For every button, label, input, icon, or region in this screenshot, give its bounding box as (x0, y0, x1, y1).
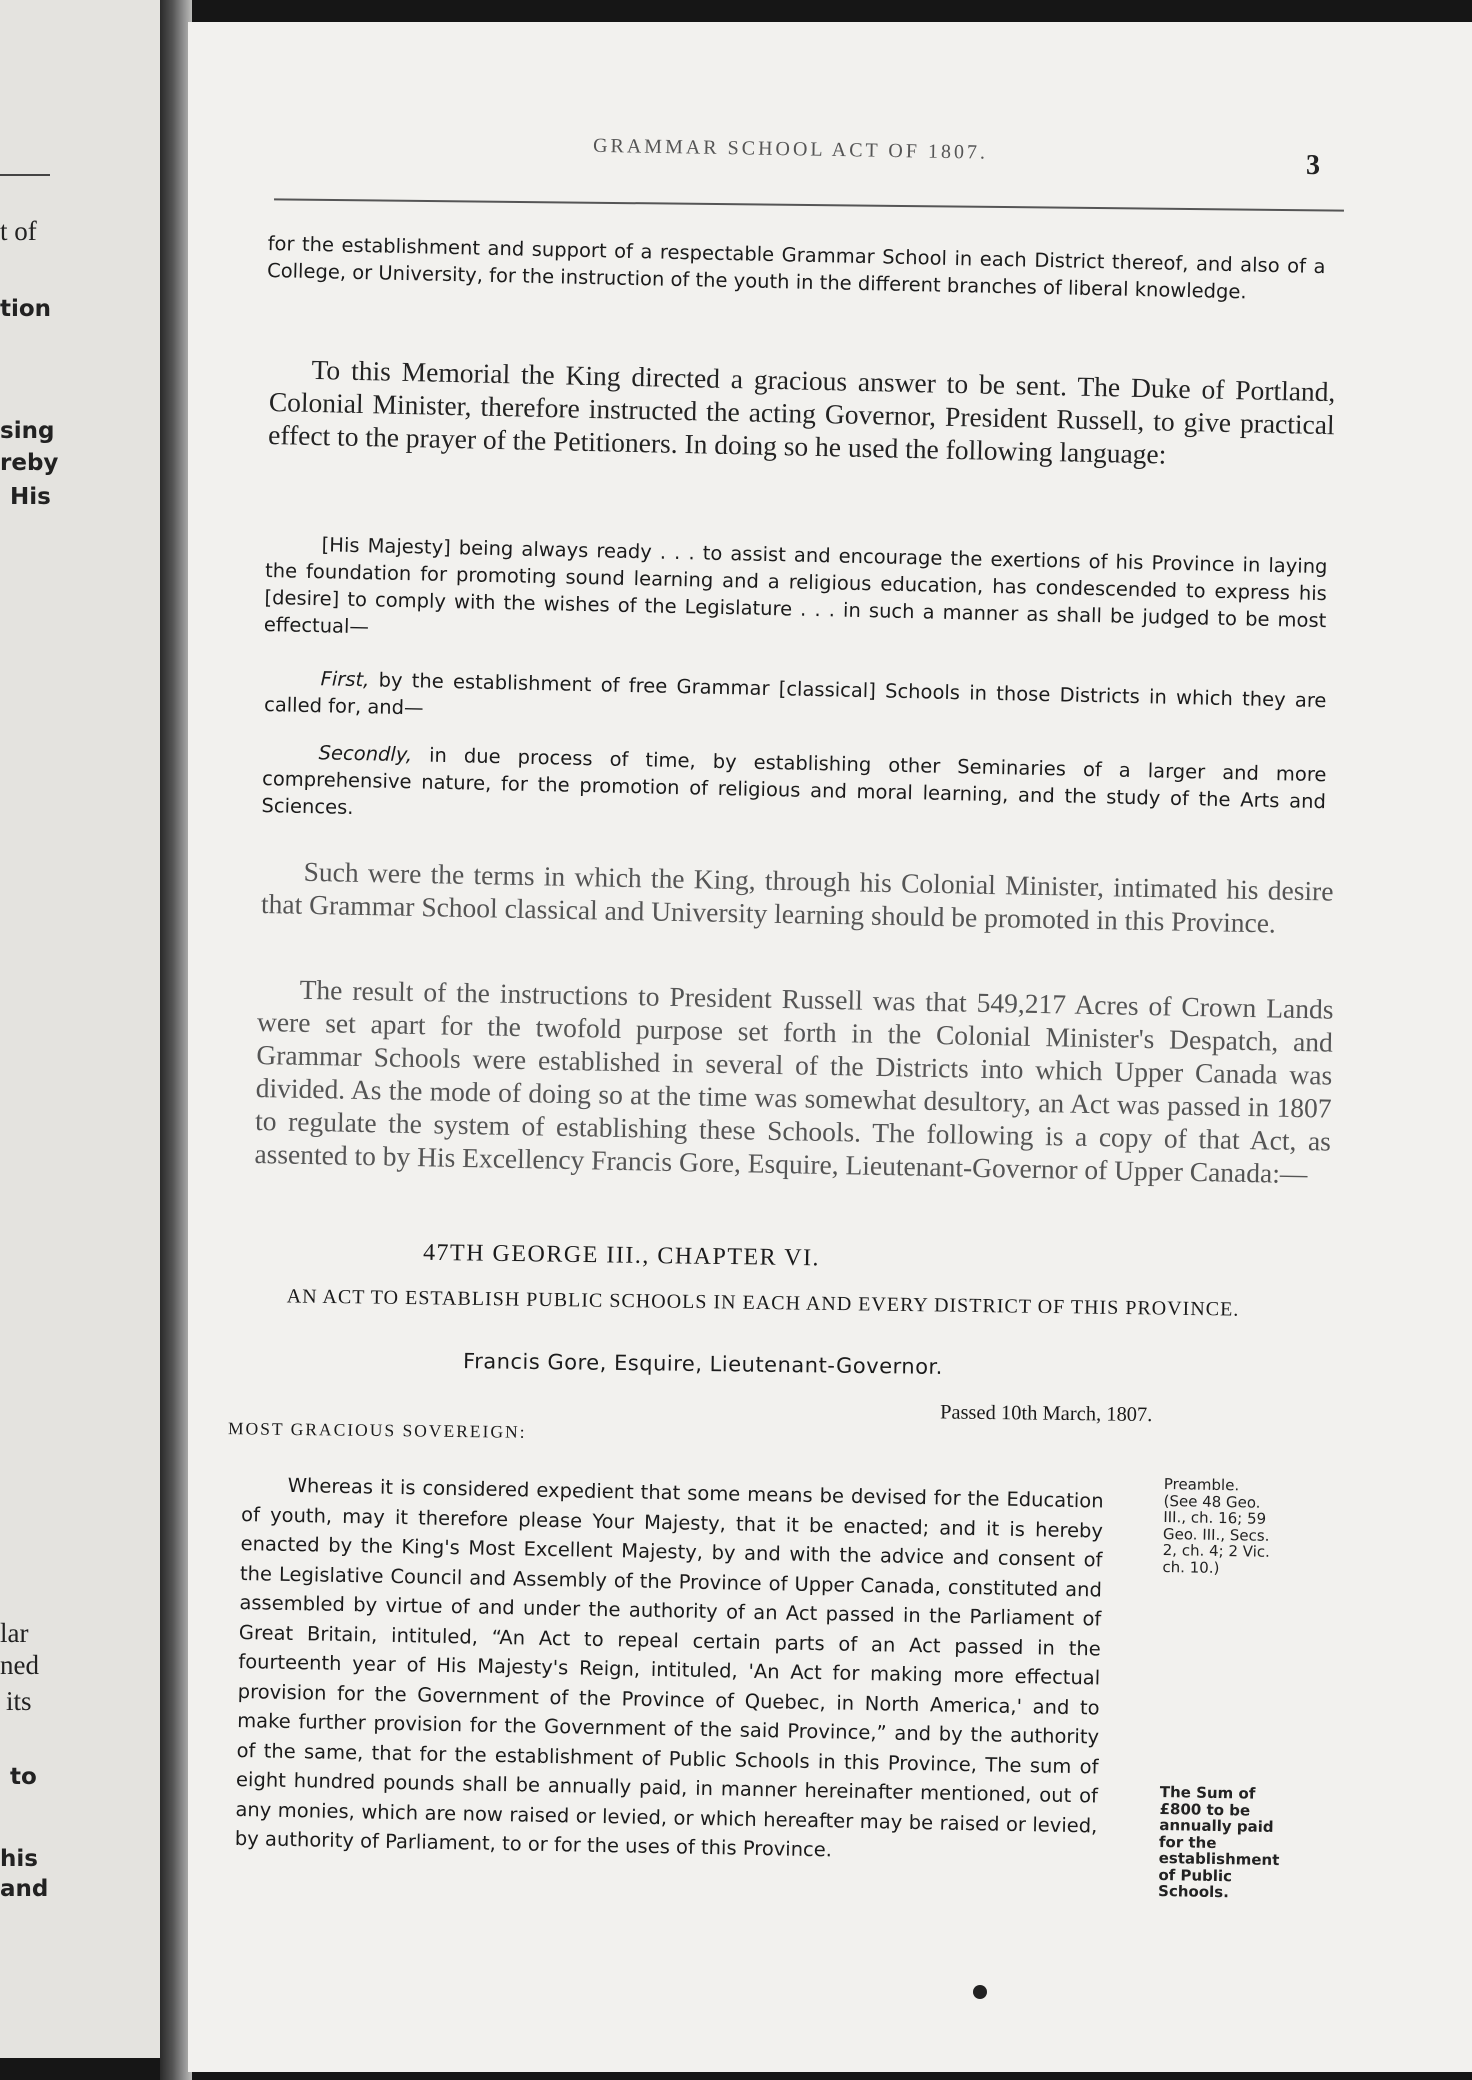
petition-continuation: for the establishment and support of a respectable Grammar School in each District thereof, and also of a College, or University, for the instruction of the youth in the different branches of liberal knowledge. (266, 231, 1326, 304)
previous-page-fragment: to (10, 1764, 37, 1790)
quote-lead-first: First, (320, 667, 370, 692)
previous-page-rule (0, 174, 50, 176)
previous-page-fragment: ned (0, 1650, 39, 1680)
memorial-paragraph: To this Memorial the King directed a gracious answer to be sent. The Duke of Portland, Colonial Minister, therefore instructed the acting Governor, President Russell, to give practical effect to the prayer of the Petitioners. In doing so he used the following language: (267, 353, 1336, 470)
act-chapter-heading: 47TH GEORGE III., CHAPTER VI. (422, 1239, 821, 1272)
act-enacting-text: Whereas it is considered expedient that some means be devised for the Education of youth, may it therefore please Your Majesty, that it be enacted; and it is hereby enacted by the King's Most Excellent Majesty, by and with the advice and consent of the Legislative Council and Assembly of the Province of Upper Canada, constituted and assembled by virtue of and under the authority of an Act passed in the Parliament of Great Britain, intituled, “An Act to repeal certain parts of an Act passed in the fourteenth year of His Majesty's Reign, intituled, 'An Act for making more effectual provision for the Government of the Province of Quebec, in North America,' and to make further provision for the Government of the said Province,” and by the authority of the same, that for the establishment of Public Schools in this Province, The sum of eight hundred pounds shall be annually paid, in manner hereinafter mentioned, out of any monies, which are now raised or levied, or which hereafter may be raised or levied, by authority of Parliament, to or for the uses of this Province. (234, 1473, 1104, 1862)
previous-page-fragment: and (0, 1876, 49, 1902)
previous-page-fragment: its (6, 1686, 32, 1716)
previous-page-fragment: sing (0, 418, 55, 444)
previous-page-fragment: t of (0, 216, 37, 246)
margin-note-preamble-reference: (See 48 Geo. III., ch. 16; 59 Geo. III., Secs. 2, ch. 4; 2 Vic. ch. 10.) (1162, 1491, 1271, 1577)
act-passed-date: Passed 10th March, 1807. (939, 1401, 1153, 1427)
terms-paragraph: Such were the terms in which the King, through his Colonial Minister, intimated his desire that Grammar School classical and University learning should be promoted in this Province. (260, 855, 1334, 939)
margin-note-preamble (1162, 1476, 1276, 1577)
margin-note-preamble-title: Preamble. (1163, 1475, 1240, 1495)
ink-smudge (973, 1985, 987, 1999)
quote-lead-secondly: Secondly, (318, 741, 413, 767)
quote-text-secondly: in due process of time, by establishing other Seminaries of a larger and more comprehensive nature, for the promotion of religious and moral learning, and the study of the Arts and Sciences. (261, 743, 1327, 819)
previous-page-fragment: tion (0, 296, 52, 322)
margin-note-sum: The Sum of £800 to be annually paid for the establishment of Public Schools. (1157, 1783, 1280, 1902)
quote-text-first: by the establishment of free Grammar [classical] Schools in those Districts in which they are called for, and— (263, 668, 1327, 720)
previous-page-fragment: His (10, 484, 51, 510)
previous-page-fragment: his (0, 1846, 38, 1872)
running-header: GRAMMAR SCHOOL ACT OF 1807. (592, 134, 989, 164)
previous-page-fragment: lar (0, 1618, 29, 1648)
page-number: 3 (1306, 150, 1320, 181)
book-page (188, 22, 1472, 2072)
previous-page-edge (0, 0, 168, 2058)
despatch-quote-intro: [His Majesty] being always ready . . . to assist and encourage the exertions of his Province in laying the foundation for promoting sound learning and a religious education, has condescended to express his [desire] to comply with the wishes of the Legislature . . . in such a manner as shall be judged to be most effectual— (263, 533, 1328, 639)
despatch-quote-secondly (261, 738, 1327, 842)
act-title: AN ACT TO ESTABLISH PUBLIC SCHOOLS IN EACH AND EVERY DISTRICT OF THIS PROVINCE. (286, 1285, 1240, 1321)
act-governor-line: Francis Gore, Esquire, Lieutenant-Governor. (462, 1349, 944, 1379)
despatch-quote-first (264, 664, 1327, 741)
result-paragraph: The result of the instructions to President Russell was that 549,217 Acres of Crown Lands were set apart for the twofold purpose set forth in the Colonial Minister's Despatch, and Grammar Schools were established in several of the Districts into which Upper Canada was divided. As the mode of doing so at the time was somewhat desultory, an Act was passed in 1807 to regulate the system of establishing these Schools. The following is a copy of that Act, as assented to by His Excellency Francis Gore, Esquire, Lieutenant-Governor of Upper Canada:— (254, 973, 1334, 1190)
header-rule (274, 198, 1344, 211)
act-salutation: MOST GRACIOUS SOVEREIGN: (227, 1418, 527, 1442)
previous-page-fragment: reby (0, 450, 59, 476)
